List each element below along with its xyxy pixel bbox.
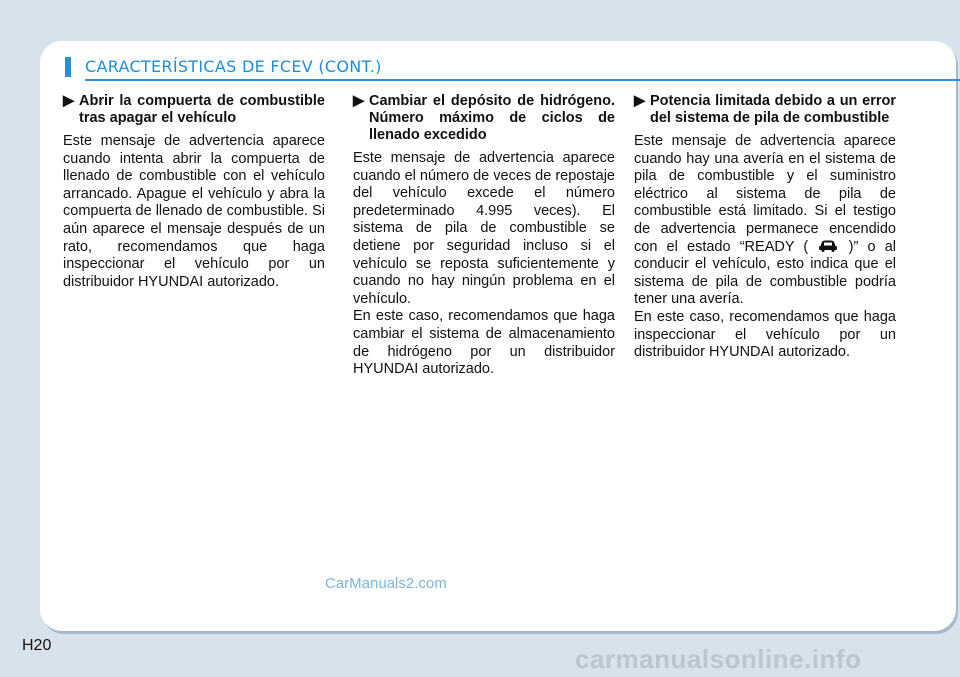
column-2-heading-text: Cambiar el depósito de hidrógeno. Número máximo de ciclos de llenado excedido	[369, 93, 615, 143]
page-number: H20	[22, 637, 52, 654]
carmanuals-watermark: CarManuals2.com	[325, 575, 447, 592]
header-accent-bar	[65, 57, 71, 77]
column-3	[634, 93, 896, 362]
column-1-heading-text: Abrir la compuerta de combustible tras apagar el vehículo	[79, 93, 325, 126]
arrow-icon: ▶	[63, 93, 75, 109]
column-3-paragraph	[634, 133, 896, 309]
header-underline	[85, 79, 960, 81]
column-2-body	[353, 150, 615, 379]
site-watermark: carmanualsonline.info	[575, 644, 862, 674]
column-1	[63, 93, 325, 291]
column-3-text-after-icon: )” o al conducir el vehículo, esto indica que el sistema de pila de combustible podría tener una avería.	[634, 238, 897, 308]
column-3-text-before-icon: Este mensaje de advertencia aparece cuando hay una avería en el sistema de pila de combustible y el suministro eléctrico al sistema de pila de combustible está limitado. Si el testigo de advertencia permanece encendido con el estado “READY (	[634, 133, 896, 255]
column-2	[353, 93, 615, 379]
column-2-paragraph: Este mensaje de advertencia aparece cuando el número de veces de repostaje del vehículo excede el número predeterminado 4.995 veces). El sistema de pila de combustible se detiene por seguridad incluso si el vehículo se reposta suficientemente y cuando no hay ningún problema en el vehículo.	[353, 150, 615, 307]
column-3-body	[634, 133, 896, 362]
column-1-body	[63, 133, 325, 291]
column-1-heading	[63, 93, 325, 127]
column-1-paragraph: Este mensaje de advertencia aparece cuando intenta abrir la compuerta de llenado de combustible con el vehículo arrancado. Apague el vehículo y abra la compuerta de llenado de combustible. Si aún aparece el mensaje después de un rato, recomendamos que haga inspeccionar el vehículo por un distribuidor HYUNDAI autorizado.	[63, 133, 325, 290]
column-3-heading-text: Potencia limitada debido a un error del sistema de pila de combustible	[650, 93, 896, 126]
column-2-heading	[353, 93, 615, 144]
arrow-icon: ▶	[353, 93, 365, 109]
car-icon	[817, 239, 839, 252]
arrow-icon: ▶	[634, 93, 646, 109]
column-2-paragraph-2: En este caso, recomendamos que haga cambiar el sistema de almacenamiento de hidrógeno por un distribuidor HYUNDAI autorizado.	[353, 308, 615, 378]
section-header	[65, 57, 960, 77]
column-3-heading	[634, 93, 896, 127]
section-title: CARACTERÍSTICAS DE FCEV (CONT.)	[85, 57, 382, 76]
column-3-paragraph-2: En este caso, recomendamos que haga inspeccionar el vehículo por un distribuidor HYUNDAI autorizado.	[634, 308, 896, 361]
